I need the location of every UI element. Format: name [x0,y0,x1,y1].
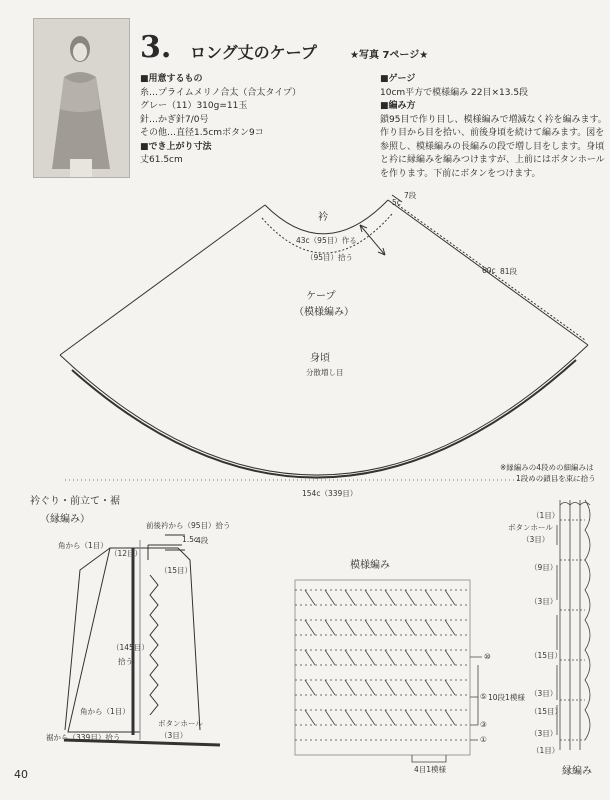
method-line: 作り目から目を拾い、前後身頃を続けて編みます。図を [380,128,605,138]
collar-start-count: 43c（95目）作る [296,236,357,245]
border-count-1b: （1目） [532,746,560,755]
row-5-marker: ⑤ [480,692,487,701]
front-145-count: （145目） [112,643,149,652]
edging-title: 衿ぐり・前立て・裾 [30,496,120,507]
border-chart-label: 縁編み [562,766,592,777]
method-line: 鎖95目で作り目し、模様編みで増減なく衿を編みます。 [380,114,607,125]
border-note-line1: ※縁編みの4段めの細編みは [500,463,594,472]
size-heading: ■でき上がり寸法 [140,141,212,152]
method-line: を作ります。下前にボタンをつけます。 [380,168,541,179]
border-count-9: （9目） [530,563,558,572]
collar-rows: 7段 [404,191,417,200]
front-pickup: 拾う [118,657,133,666]
collar-size: 5c [392,198,401,207]
collar-label: 衿 [318,212,328,223]
stitch-repeat-bracket [412,755,446,762]
size-value: 丈61.5cm [140,155,183,165]
body-label: 身頃 [310,353,330,364]
stitch-chart-frame [295,580,470,755]
stitch-chart [295,580,482,762]
corner-bottom: 角から（1目） [80,707,130,716]
cape-stitch-label: （模様編み） [294,307,354,318]
row-3-marker: ③ [480,720,487,729]
page-number: 40 [14,768,28,781]
materials-line: 針…かぎ針7/0号 [140,114,209,125]
materials-heading: ■用意するもの [140,74,203,84]
pattern-title: ロング丈のケープ [190,43,317,62]
row-1-marker: ① [480,735,487,744]
method-heading: ■編み方 [380,101,416,111]
stitch-marks [305,590,455,605]
border-count-1: （1目） [532,511,560,520]
border-count-3c: （3目） [530,689,558,698]
gauge-value: 10cm平方で模様編み 22目×13.5段 [380,87,529,98]
edging-subtitle: （縁編み） [40,514,90,525]
row-repeat-label: 10段1模様 [488,693,525,702]
neck-pickup: 前後衿から（95目）拾う [146,521,231,530]
row-10-marker: ⑩ [484,652,491,661]
materials-line: グレー（11）310g=11玉 [140,101,248,111]
cape-hem-curve [60,345,588,475]
hem-pickup: 裾から（339目）拾う [46,733,121,742]
stitch-pattern-title: 模様編み [350,560,390,571]
corner-top: 角から（1目） [58,541,108,550]
stitch-chart-rows [295,590,470,740]
front-15-count: （15目） [160,566,193,575]
border-chart-scallops [585,500,590,740]
stitch-repeat-label: 4目1模様 [414,765,447,774]
border-count-3d: （3目） [530,729,558,738]
border-chart-rows [560,520,585,740]
border-chart-top [560,503,590,506]
border-count-3b: （3目） [530,597,558,606]
pattern-number: 3. [140,30,172,65]
materials-line: その他…直径1.5cmボタン9コ [140,128,264,138]
border-count-15a: （15目） [530,651,563,660]
stitch-marks [305,710,455,725]
edging-front-side [65,548,110,730]
buttonhole-zigzag [150,575,158,715]
cape-left-edge [60,205,265,355]
hem-width: 154c（339目） [302,489,358,498]
border-buttonhole: ボタンホール [508,523,553,532]
neck-band [148,545,182,560]
materials-line: 糸…プライムメリノ合太（合太タイプ） [140,87,302,98]
stitch-marks [305,680,455,695]
border-chart-columns [560,500,580,750]
stitch-marks [305,620,455,635]
neck-12-count: （12目） [110,549,143,558]
border-note-line2: 1段めの鎖目を束に拾う [516,474,596,483]
gauge-heading: ■ゲージ [380,74,416,84]
method-line: と衿に縁編みを編みつけますが、上前にはボタンホール [380,155,605,165]
side-length: 60c [482,266,496,275]
body-increase-note: 分散増し目 [306,368,344,377]
side-rows: 81段 [500,267,518,276]
buttonhole-count: （3目） [160,731,188,740]
collar-pickup-count: （95目）拾う [306,253,354,262]
collar-arrow [360,225,385,255]
border-count-15b: （15目） [530,707,563,716]
edging-front-panel [68,548,143,732]
cape-label: ケープ [306,291,336,302]
band-width: 1.5c [182,535,199,544]
method-line: 参照し、模様編みの長編みの段で増し目をします。身頃 [380,141,605,152]
stitch-marks [305,650,455,665]
band-rows: 4段 [196,536,209,545]
photo-reference: ★写真 7ページ★ [350,50,429,61]
border-count-3a: （3目） [522,535,550,544]
buttonhole-label: ボタンホール [158,719,203,728]
